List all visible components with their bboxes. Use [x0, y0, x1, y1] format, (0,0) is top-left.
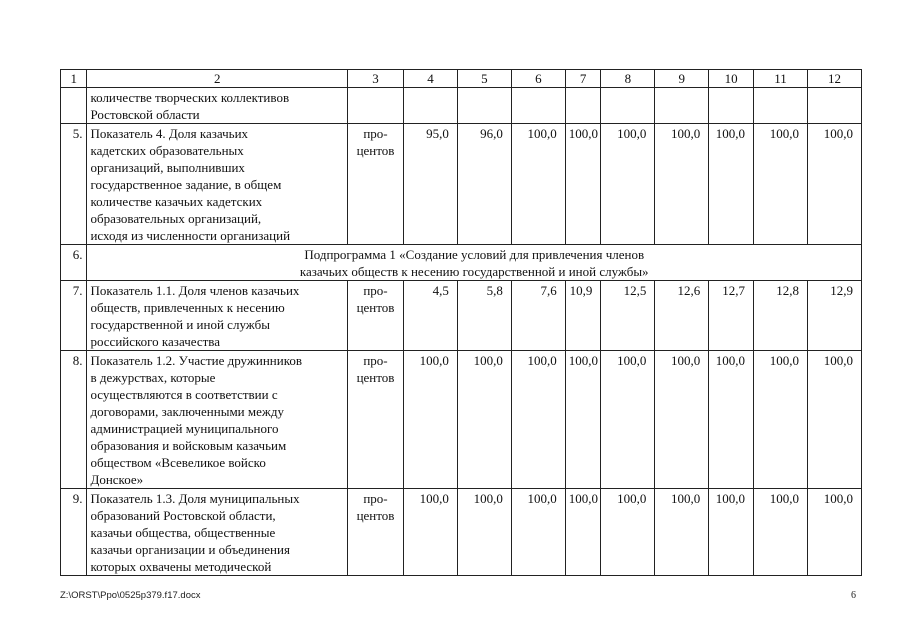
value-cell: 100,0: [601, 351, 655, 489]
value-cell: 100,0: [655, 489, 709, 576]
header-cell: 6: [511, 70, 565, 88]
value-cell: 100,0: [601, 124, 655, 245]
unit-cell: про- центов: [348, 489, 404, 576]
value-cell: 100,0: [601, 489, 655, 576]
subprogram-title: Подпрограмма 1 «Создание условий для привлечения членов казачьих обществ к несению государственной и иной службы»: [87, 245, 862, 281]
value-cell: 100,0: [565, 351, 601, 489]
header-cell: 3: [348, 70, 404, 88]
value-cell: 100,0: [655, 351, 709, 489]
table-row: [61, 489, 862, 576]
header-cell: 10: [709, 70, 754, 88]
value-cell: [403, 88, 457, 124]
row-number: 7.: [61, 281, 87, 351]
row-number: 8.: [61, 351, 87, 489]
value-cell: 100,0: [754, 489, 808, 576]
value-cell: [655, 88, 709, 124]
footer-page-number: 6: [851, 590, 856, 601]
value-cell: 100,0: [754, 124, 808, 245]
row-number: 9.: [61, 489, 87, 576]
value-cell: 100,0: [709, 124, 754, 245]
table-row: [61, 88, 862, 124]
value-cell: 12,5: [601, 281, 655, 351]
row-number: 6.: [61, 245, 87, 281]
indicator-name: Показатель 1.3. Доля муниципальных образований Ростовской области, казачьи общества, общественные казачьи организации и объединения которых охвачены методической: [87, 489, 348, 576]
indicator-name: количестве творческих коллективов Ростовской области: [87, 88, 348, 124]
value-cell: 12,8: [754, 281, 808, 351]
unit-cell: про- центов: [348, 281, 404, 351]
value-cell: 100,0: [565, 124, 601, 245]
value-cell: [565, 88, 601, 124]
indicator-name: Показатель 1.1. Доля членов казачьих обществ, привлеченных к несению государственной и иной службы российского казачества: [87, 281, 348, 351]
value-cell: 100,0: [709, 351, 754, 489]
value-cell: 100,0: [457, 351, 511, 489]
value-cell: [511, 88, 565, 124]
header-cell: 4: [403, 70, 457, 88]
table-row: [61, 281, 862, 351]
value-cell: 100,0: [511, 489, 565, 576]
unit-cell: [348, 88, 404, 124]
value-cell: 12,9: [807, 281, 861, 351]
value-cell: [754, 88, 808, 124]
value-cell: [457, 88, 511, 124]
value-cell: 100,0: [807, 124, 861, 245]
header-cell: 5: [457, 70, 511, 88]
value-cell: 100,0: [807, 489, 861, 576]
table-body: [61, 70, 862, 576]
value-cell: 7,6: [511, 281, 565, 351]
header-cell: 12: [807, 70, 861, 88]
table-row: [61, 245, 862, 281]
header-cell: 9: [655, 70, 709, 88]
indicator-name: Показатель 1.2. Участие дружинников в дежурствах, которые осуществляются в соответствии с договорами, заключенными между администрацией муниципального образования и войсковым казачьим обществом «Всевеликое войско Донское»: [87, 351, 348, 489]
header-cell: 1: [61, 70, 87, 88]
value-cell: 95,0: [403, 124, 457, 245]
footer-file-path: Z:\ORST\Ppo\0525p379.f17.docx: [60, 590, 201, 601]
unit-cell: про- центов: [348, 351, 404, 489]
header-cell: 8: [601, 70, 655, 88]
table-row: [61, 124, 862, 245]
indicator-name: Показатель 4. Доля казачьих кадетских образовательных организаций, выполнивших государственное задание, в общем количестве казачьих кадетских образовательных организаций, исходя из численности организаций: [87, 124, 348, 245]
value-cell: 4,5: [403, 281, 457, 351]
value-cell: 5,8: [457, 281, 511, 351]
header-cell: 7: [565, 70, 601, 88]
value-cell: 100,0: [754, 351, 808, 489]
row-number: [61, 88, 87, 124]
value-cell: 100,0: [403, 351, 457, 489]
value-cell: 12,6: [655, 281, 709, 351]
value-cell: 10,9: [565, 281, 601, 351]
value-cell: [601, 88, 655, 124]
value-cell: [807, 88, 861, 124]
row-number: 5.: [61, 124, 87, 245]
value-cell: 96,0: [457, 124, 511, 245]
value-cell: 100,0: [807, 351, 861, 489]
header-cell: 2: [87, 70, 348, 88]
value-cell: 100,0: [457, 489, 511, 576]
value-cell: [709, 88, 754, 124]
header-row: [61, 70, 862, 88]
indicators-table: [60, 69, 862, 576]
value-cell: 100,0: [403, 489, 457, 576]
value-cell: 12,7: [709, 281, 754, 351]
table-row: [61, 351, 862, 489]
value-cell: 100,0: [709, 489, 754, 576]
unit-cell: про- центов: [348, 124, 404, 245]
header-cell: 11: [754, 70, 808, 88]
value-cell: 100,0: [511, 124, 565, 245]
value-cell: 100,0: [565, 489, 601, 576]
value-cell: 100,0: [655, 124, 709, 245]
value-cell: 100,0: [511, 351, 565, 489]
